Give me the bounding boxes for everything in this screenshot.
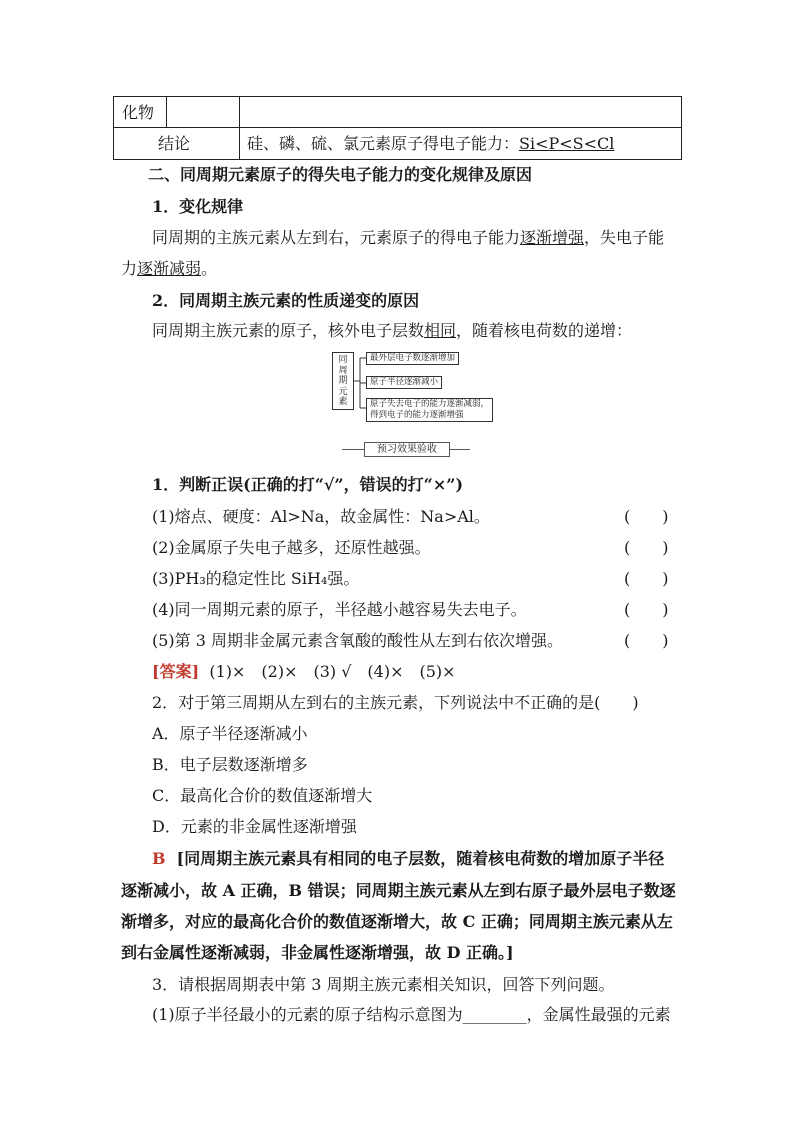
diagram-box-3: 原子失去电子的能力逐渐减弱， 得到电子的能力逐渐增强 [366,398,493,422]
side-label: 同 周 期 元 素 [332,352,354,410]
diagram-box-2: 原子半径逐渐减小 [366,376,442,389]
paragraph: 同周期的主族元素从左到右，元素原子的得电子能力逐渐增强，失电子能 [152,228,665,247]
q1-paren: ( ) [624,507,669,526]
q1-paren: ( ) [624,538,669,557]
answer-text: (1)× (2)× (3) √ (4)× (5)× [209,662,456,681]
table-divider [114,127,681,128]
q2-explanation: B [同周期主族元素具有相同的电子层数，随着核电荷数的增加原子半径 [152,849,665,868]
q1-item: (4)同一周期元素的原子，半径越小越容易失去电子。 [152,600,527,619]
q2-option-d: D．元素的非金属性逐渐增强 [152,817,357,836]
answer-label: [答案] [152,662,200,681]
q2-option-a: A．原子半径逐渐减小 [152,724,308,743]
q3-line: (1)原子半径最小的元素的原子结构示意图为________，金属性最强的元素 [152,1005,671,1024]
banner-label: 预习效果验收 [364,442,450,457]
answer-letter: B [152,849,166,868]
q3-stem: 3．请根据周期表中第 3 周期主族元素相关知识，回答下列问题。 [152,975,615,994]
q1-paren: ( ) [624,569,669,588]
q1-paren: ( ) [624,631,669,650]
subheading-rule: 1．变化规律 [152,197,244,216]
q2-explanation: 逐渐减小，故 A 正确，B 错误；同周期主族元素从左到右原子最外层电子数逐 [121,881,676,900]
q1-item: (2)金属原子失电子越多，还原性越强。 [152,538,431,557]
q2-stem: 2．对于第三周期从左到右的主族元素，下列说法中不正确的是( ) [152,693,639,712]
q2-explanation: 渐增多，对应的最高化合价的数值逐渐增大，故 C 正确；同周期主族元素从左 [121,912,673,931]
section-heading: 二、同周期元素原子的得失电子能力的变化规律及原因 [148,165,533,184]
summary-table [113,96,682,160]
q2-option-b: B．电子层数逐渐增多 [152,755,308,774]
section-banner [342,442,470,456]
q2-explanation: 到右金属性逐渐减弱，非金属性逐渐增强，故 D 正确。] [121,943,514,962]
conclusion-answer: Si<P<S<Cl [519,134,615,153]
trend-diagram [332,350,502,430]
table-row2-label: 结论 [158,134,191,153]
paragraph-cont: 力逐渐减弱。 [121,259,218,278]
q1-stem: 1．判断正误(正确的打“√”，错误的打“×”) [152,475,464,494]
table-row1-label: 化物 [122,103,155,122]
subheading-reason: 2．同周期主族元素的性质递变的原因 [152,291,420,310]
table-divider [166,97,167,127]
conclusion-text: 硅、磷、硫、氯元素原子得电子能力： [247,134,520,153]
q1-paren: ( ) [624,600,669,619]
diagram-box-1: 最外层电子数逐渐增加 [366,352,459,365]
q1-item: (3)PH₃的稳定性比 SiH₄强。 [152,569,360,588]
table-conclusion [247,131,614,154]
q1-answer [152,659,456,682]
q1-item: (1)熔点、硬度：Al>Na，故金属性：Na>Al。 [152,507,490,526]
q2-option-c: C．最高化合价的数值逐渐增大 [152,786,373,805]
q1-item: (5)第 3 周期非金属元素含氧酸的酸性从左到右依次增强。 [152,631,564,650]
paragraph: 同周期主族元素的原子，核外电子层数相同，随着核电荷数的递增： [152,321,633,340]
table-divider [239,97,240,159]
